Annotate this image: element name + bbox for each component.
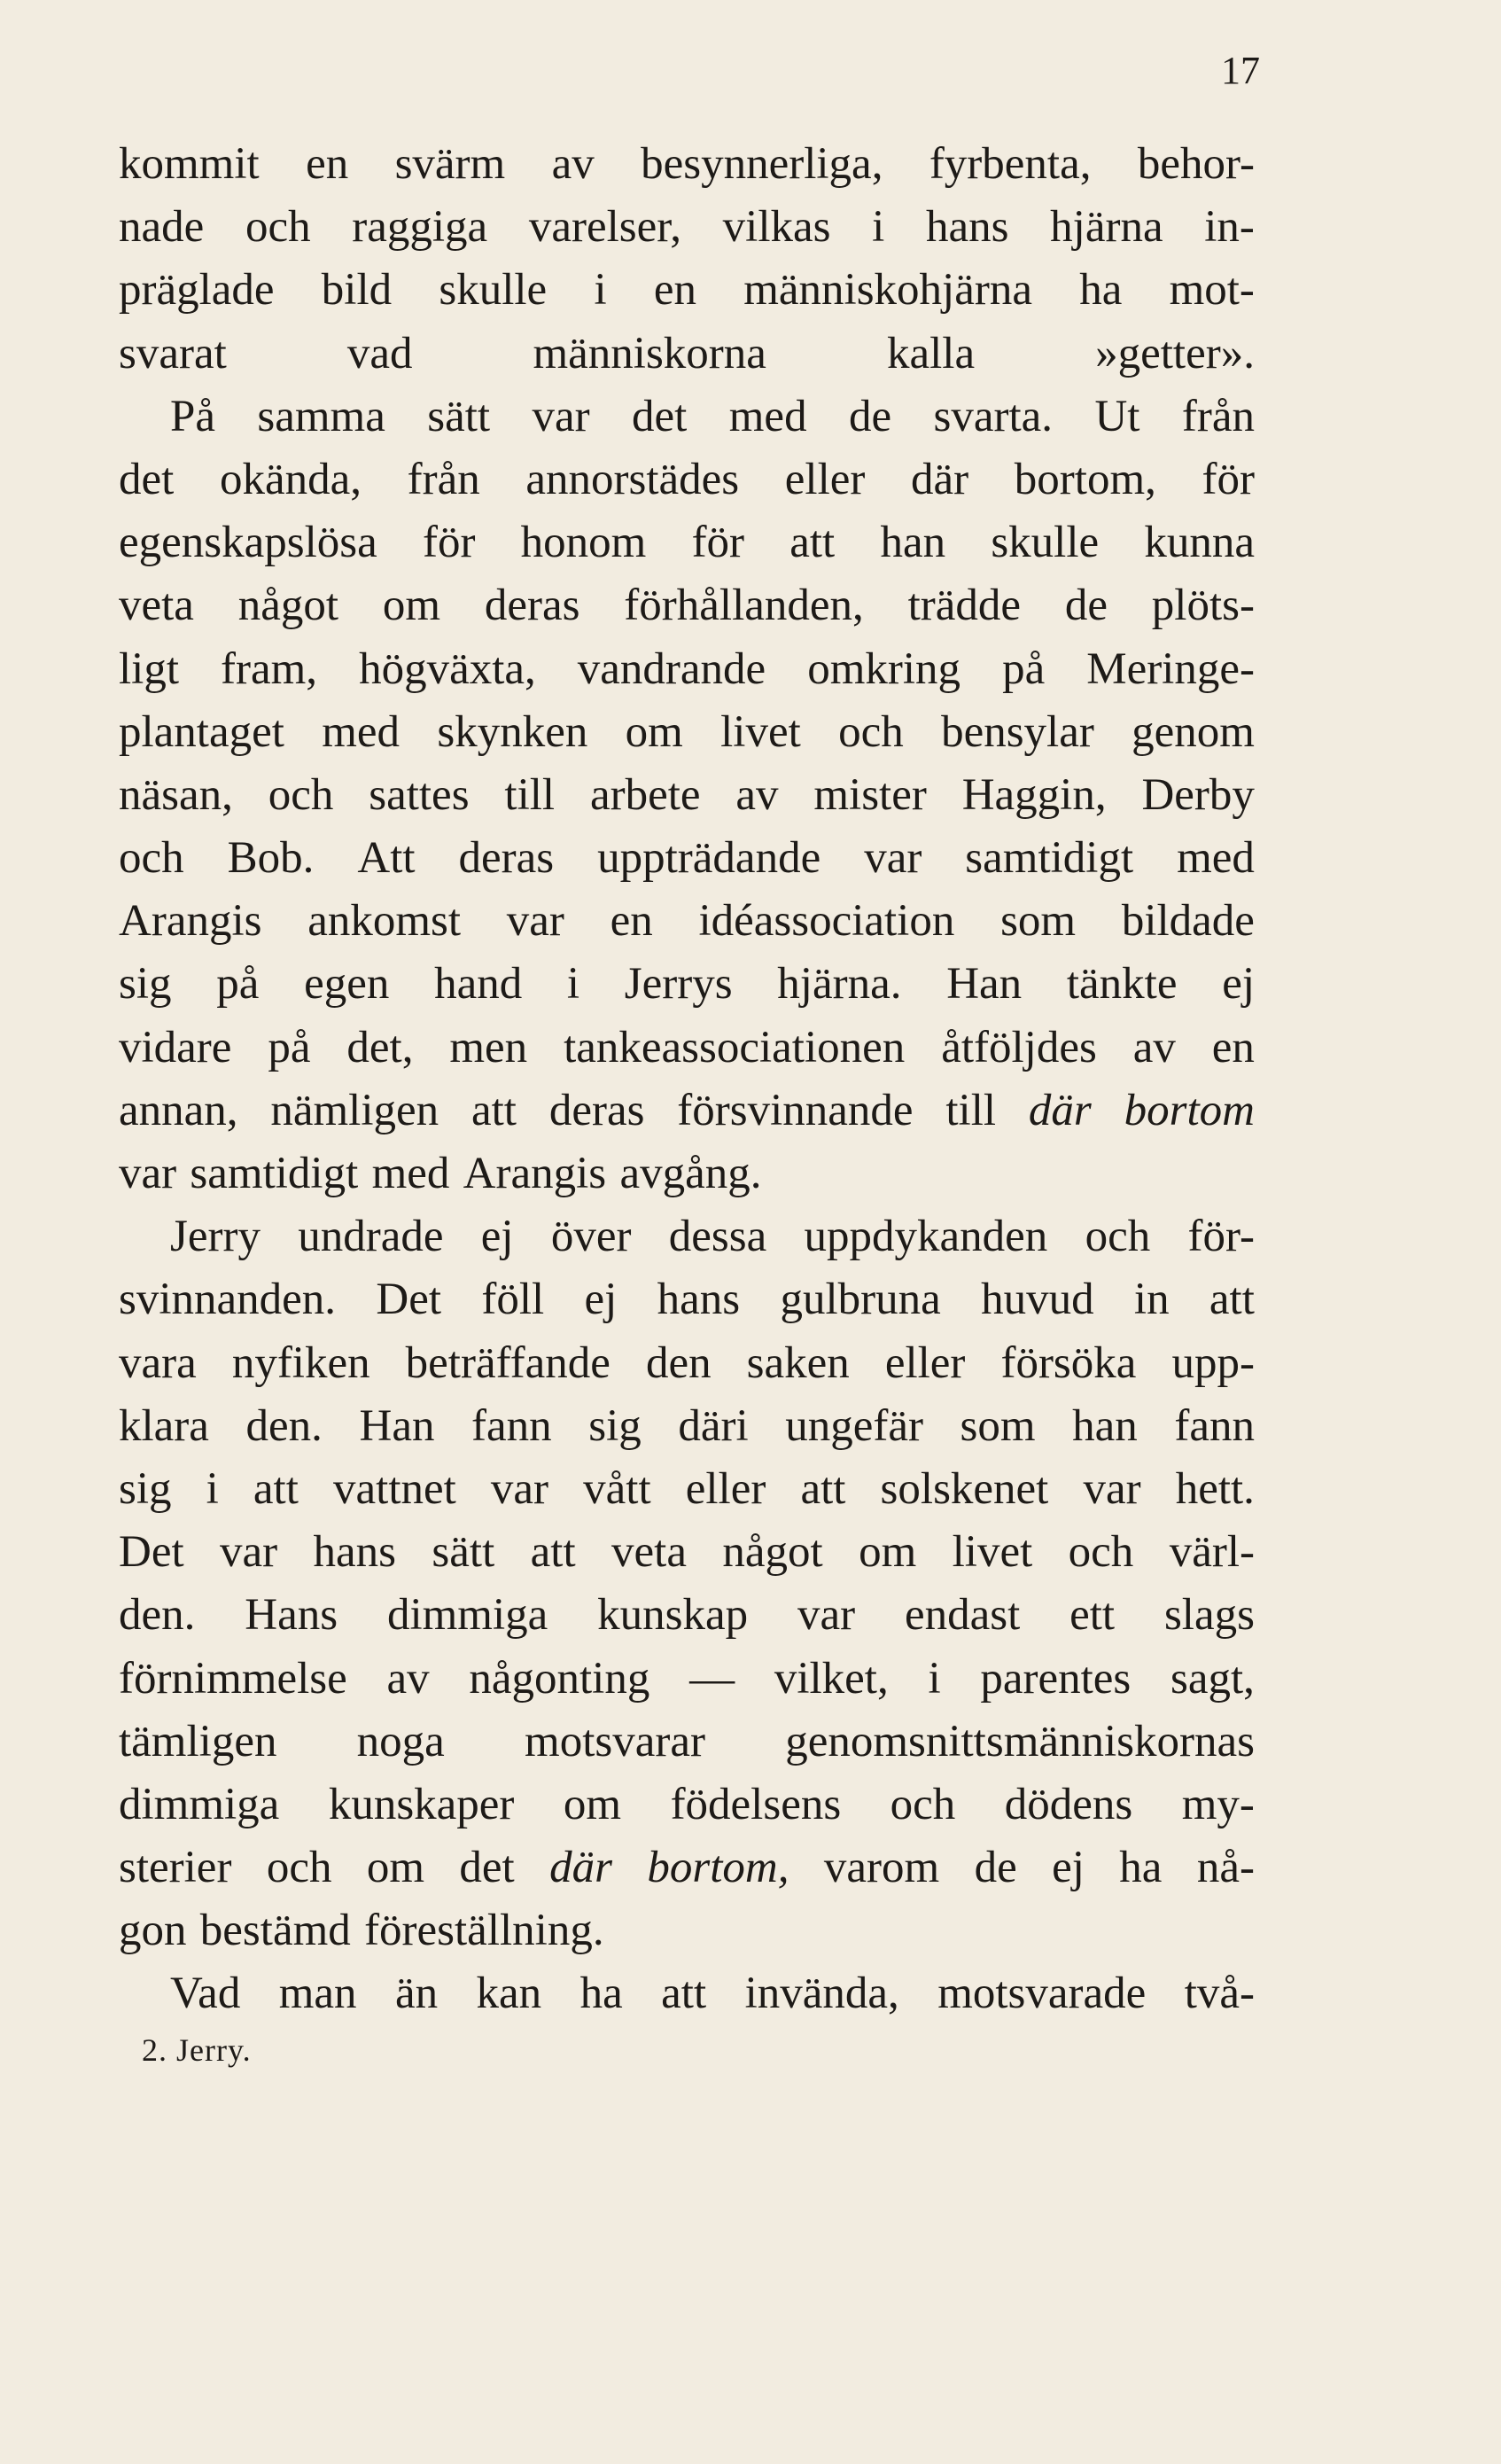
word: människohjärna	[743, 265, 1032, 316]
word: kunskaper	[328, 1779, 515, 1829]
word: var	[490, 1463, 549, 1514]
word: något	[722, 1527, 823, 1578]
word: ej	[1222, 959, 1255, 1010]
word: Derby	[1141, 769, 1255, 820]
word: annorstädes	[525, 454, 740, 504]
word: vandrande	[577, 643, 766, 694]
word: att	[1209, 1275, 1255, 1325]
word: eller	[685, 1463, 766, 1514]
word: Att	[357, 833, 416, 884]
word: varelser,	[528, 202, 681, 253]
word: i	[566, 959, 580, 1010]
text-line	[119, 953, 1255, 1016]
word: Hans	[245, 1590, 338, 1641]
word: sig	[119, 959, 172, 1010]
text-line	[119, 701, 1255, 764]
word: slags	[1163, 1590, 1255, 1641]
word: sätt	[427, 391, 491, 441]
word: det	[119, 454, 175, 504]
word: hjärna.	[777, 959, 902, 1010]
text-line	[119, 1521, 1255, 1584]
body-text	[119, 133, 1255, 2026]
page-number: 17	[1221, 49, 1260, 92]
word: fann	[471, 1400, 552, 1451]
word: och	[1085, 1212, 1151, 1262]
word: var	[532, 391, 590, 441]
word: bestämd	[199, 1906, 351, 1956]
word: på	[216, 959, 260, 1010]
word: förhållanden,	[624, 581, 864, 631]
word: uppträdande	[597, 833, 821, 884]
word: för	[422, 518, 476, 568]
word: åtföljdes	[941, 1022, 1097, 1072]
word: På	[170, 391, 215, 441]
word: att	[800, 1463, 846, 1514]
word: bild	[321, 265, 393, 316]
word: Ut	[1094, 391, 1140, 441]
word: för	[1202, 454, 1255, 504]
word: till	[945, 1085, 997, 1135]
word: ungefär	[785, 1400, 923, 1451]
word: den	[645, 1337, 712, 1388]
word: med	[728, 391, 807, 441]
text-line	[119, 448, 1255, 511]
word: Bob.	[227, 833, 315, 884]
word: han	[880, 518, 946, 568]
word: hans	[926, 202, 1009, 253]
word: vått	[583, 1463, 651, 1514]
text-line	[119, 890, 1255, 953]
word: Det	[376, 1275, 442, 1325]
word: av	[551, 139, 595, 189]
word: sagt,	[1170, 1653, 1255, 1704]
word: än	[394, 1969, 439, 2019]
word: noga	[356, 1716, 445, 1766]
text-line	[119, 1080, 1255, 1142]
word: försvinnande	[677, 1085, 914, 1135]
word: bortom	[1124, 1085, 1255, 1135]
word: hans	[657, 1275, 741, 1325]
word: hjärna	[1050, 202, 1163, 253]
word: motsvarade	[937, 1969, 1147, 2019]
word: uppdykanden	[804, 1212, 1048, 1262]
word: ej	[584, 1275, 618, 1325]
word: värl-	[1169, 1527, 1255, 1578]
text-line	[119, 1711, 1255, 1774]
word: var	[797, 1590, 856, 1641]
word: om	[625, 706, 683, 757]
word: genom	[1132, 706, 1255, 757]
word: svärm	[394, 139, 506, 189]
word: nå-	[1196, 1843, 1255, 1893]
word: någonting	[469, 1653, 650, 1704]
word: var	[220, 1527, 278, 1578]
word: men	[449, 1022, 528, 1072]
word: samtidigt	[190, 1149, 359, 1198]
word: nyfiken	[231, 1337, 370, 1388]
word: ha	[579, 1969, 623, 2019]
word: för-	[1187, 1212, 1255, 1262]
word: nämligen	[270, 1085, 439, 1135]
word: Haggin,	[961, 769, 1107, 820]
word: arbete	[589, 769, 701, 820]
word: sterier	[119, 1843, 232, 1893]
word: veta	[119, 581, 194, 631]
text-line	[119, 1774, 1255, 1836]
word: det,	[346, 1022, 414, 1072]
word: skynken	[437, 706, 588, 757]
word: sattes	[369, 769, 470, 820]
word: solskenet	[880, 1463, 1049, 1514]
word: om	[366, 1843, 425, 1893]
word: plantaget	[119, 706, 284, 757]
word: samma	[257, 391, 385, 441]
word: kunna	[1144, 518, 1255, 568]
word: kan	[476, 1969, 542, 2019]
word: Arangis	[119, 896, 262, 947]
word: om	[859, 1527, 917, 1578]
word: och	[245, 202, 311, 253]
text-line	[119, 1458, 1255, 1521]
word: kunskap	[597, 1590, 749, 1641]
word: fram,	[221, 643, 318, 694]
word: av	[386, 1653, 430, 1704]
word: människorna	[533, 328, 766, 378]
text-line	[119, 1836, 1255, 1899]
word: livet	[720, 706, 801, 757]
word: och	[890, 1779, 956, 1829]
word: vidare	[119, 1022, 232, 1072]
word: var	[506, 896, 564, 947]
word: de	[848, 391, 892, 441]
word: med	[1177, 833, 1255, 884]
word: fyrbenta,	[929, 139, 1092, 189]
text-line	[119, 1332, 1255, 1395]
word: kalla	[886, 328, 976, 378]
word: endast	[904, 1590, 1021, 1641]
word: högväxta,	[359, 643, 536, 694]
word: eller	[784, 454, 866, 504]
word: förnimmelse	[119, 1653, 347, 1704]
text-line	[119, 638, 1255, 701]
text-line	[119, 196, 1255, 259]
word: gon	[119, 1906, 187, 1956]
text-line	[119, 1268, 1255, 1331]
word: ett	[1069, 1590, 1116, 1641]
word: vattnet	[333, 1463, 456, 1514]
word: från	[1181, 391, 1255, 441]
word: vilket,	[774, 1653, 889, 1704]
word: att	[661, 1969, 707, 2019]
word: bildade	[1121, 896, 1255, 947]
word: det	[632, 391, 688, 441]
word: varom	[823, 1843, 940, 1893]
word: raggiga	[352, 202, 488, 253]
word: egen	[304, 959, 390, 1010]
word: med	[371, 1149, 450, 1198]
word: med	[322, 706, 401, 757]
word: från	[407, 454, 480, 504]
word: fann	[1174, 1400, 1255, 1451]
word: mister	[813, 769, 927, 820]
word: i	[594, 265, 607, 316]
word: en	[610, 896, 653, 947]
word: dessa	[668, 1212, 767, 1262]
word: trädde	[907, 581, 1022, 631]
word: ej	[1052, 1843, 1085, 1893]
word: i	[872, 202, 885, 253]
word: över	[550, 1212, 632, 1262]
word: livet	[952, 1527, 1033, 1578]
word: var	[119, 1149, 177, 1198]
word: att	[471, 1085, 517, 1135]
text-line	[119, 133, 1255, 196]
word: var	[864, 833, 922, 884]
word: ankomst	[307, 896, 462, 947]
word: han	[1072, 1400, 1138, 1451]
word: »getter».	[1095, 328, 1255, 378]
word: gulbruna	[780, 1275, 941, 1325]
word: på	[268, 1022, 311, 1072]
word: sätt	[432, 1527, 495, 1578]
word: plöts-	[1151, 581, 1255, 631]
word: ha	[1079, 265, 1123, 316]
word: något	[237, 581, 339, 631]
word: var	[1083, 1463, 1141, 1514]
word: hans	[313, 1527, 397, 1578]
word: Jerrys	[624, 959, 733, 1010]
word: huvud	[981, 1275, 1094, 1325]
word: den.	[245, 1400, 323, 1451]
word: nade	[119, 202, 205, 253]
word: två-	[1184, 1969, 1255, 2019]
word: i	[206, 1463, 219, 1514]
word: deras	[484, 581, 580, 631]
word: svinnanden.	[119, 1275, 337, 1325]
word: annan,	[119, 1085, 238, 1135]
word: för	[691, 518, 745, 568]
word: motsvarar	[525, 1716, 705, 1766]
word: upp-	[1171, 1337, 1255, 1388]
text-line	[119, 827, 1255, 890]
word: sig	[588, 1400, 642, 1451]
word: —	[689, 1653, 735, 1704]
word: svarat	[119, 328, 227, 378]
word: i	[928, 1653, 941, 1704]
text-line	[119, 1395, 1255, 1458]
text-line	[119, 386, 1255, 448]
word: parentes	[980, 1653, 1132, 1704]
word: besynnerliga,	[641, 139, 883, 189]
word: saken	[746, 1337, 850, 1388]
word: egenskapslösa	[119, 518, 377, 568]
word: Det	[119, 1527, 184, 1578]
word: och	[119, 833, 184, 884]
word: Han	[946, 959, 1023, 1010]
word: Arangis	[463, 1149, 607, 1198]
word: deras	[458, 833, 555, 884]
word: omkring	[807, 643, 961, 694]
word: föll	[481, 1275, 545, 1325]
word: samtidigt	[965, 833, 1134, 884]
word: en	[653, 265, 696, 316]
text-line	[119, 764, 1255, 827]
word: vara	[119, 1337, 197, 1388]
word: Jerry	[170, 1212, 261, 1262]
word: att	[530, 1527, 576, 1578]
word: som	[1000, 896, 1077, 947]
word: in	[1133, 1275, 1170, 1325]
word: vilkas	[722, 202, 831, 253]
word: som	[960, 1400, 1036, 1451]
text-line	[119, 1142, 1255, 1205]
word: kommit	[119, 139, 260, 189]
word: ej	[480, 1212, 514, 1262]
word: tankeassociationen	[564, 1022, 906, 1072]
word: hett.	[1175, 1463, 1255, 1514]
word: en	[306, 139, 349, 189]
word: den.	[119, 1590, 196, 1641]
word: om	[382, 581, 441, 631]
word: försöka	[1000, 1337, 1137, 1388]
word: Meringe-	[1086, 643, 1255, 694]
word: vad	[346, 328, 413, 378]
word: de	[974, 1843, 1017, 1893]
word: tämligen	[119, 1716, 277, 1766]
text-line	[119, 1017, 1255, 1080]
word: där	[911, 454, 969, 504]
word: de	[1064, 581, 1108, 631]
text-line	[119, 1899, 1255, 1962]
signature-mark: 2. Jerry.	[142, 2032, 252, 2068]
word: Vad	[170, 1969, 241, 2019]
word: till	[504, 769, 556, 820]
text-line	[119, 259, 1255, 322]
word: okända,	[219, 454, 362, 504]
word: dimmiga	[386, 1590, 548, 1641]
word: föreställning.	[364, 1906, 604, 1956]
text-line	[119, 1584, 1255, 1647]
text-line	[119, 511, 1255, 574]
word: ha	[1119, 1843, 1163, 1893]
text-line	[119, 1205, 1255, 1268]
word: präglade	[119, 265, 275, 316]
text-line	[119, 1962, 1255, 2025]
text-line	[119, 323, 1255, 386]
word: det	[459, 1843, 515, 1893]
word: bortom,	[647, 1843, 789, 1893]
word: och	[268, 769, 334, 820]
word: eller	[884, 1337, 966, 1388]
word: Han	[359, 1400, 435, 1451]
word: och	[266, 1843, 332, 1893]
word: hand	[434, 959, 523, 1010]
word: skulle	[439, 265, 548, 316]
word: där	[1028, 1085, 1092, 1135]
word: och	[1068, 1527, 1134, 1578]
word: dimmiga	[119, 1779, 280, 1829]
word: man	[278, 1969, 357, 2019]
word: bensylar	[941, 706, 1094, 757]
word: svarta.	[933, 391, 1054, 441]
word: och	[838, 706, 904, 757]
word: honom	[520, 518, 647, 568]
word: av	[735, 769, 779, 820]
word: tänkte	[1066, 959, 1178, 1010]
word: om	[563, 1779, 622, 1829]
word: deras	[548, 1085, 645, 1135]
word: av	[1132, 1022, 1176, 1072]
word: ligt	[119, 643, 180, 694]
word: invända,	[744, 1969, 899, 2019]
word: klara	[119, 1400, 209, 1451]
text-line	[119, 1648, 1255, 1711]
word: att	[253, 1463, 299, 1514]
word: dödens	[1004, 1779, 1133, 1829]
word: på	[1002, 643, 1046, 694]
word: skulle	[991, 518, 1100, 568]
word: behor-	[1137, 139, 1255, 189]
word: avgång.	[619, 1149, 762, 1198]
word: bortom,	[1014, 454, 1156, 504]
word: födelsens	[670, 1779, 842, 1829]
word: undrade	[298, 1212, 444, 1262]
word: veta	[611, 1527, 687, 1578]
word: där	[549, 1843, 612, 1893]
word: sig	[119, 1463, 172, 1514]
word: idéassociation	[698, 896, 955, 947]
word: en	[1211, 1022, 1255, 1072]
word: my-	[1181, 1779, 1255, 1829]
word: att	[789, 518, 836, 568]
word: genomsnittsmänniskornas	[785, 1716, 1255, 1766]
text-line	[119, 574, 1255, 637]
word: beträffande	[405, 1337, 611, 1388]
word: näsan,	[119, 769, 233, 820]
word: mot-	[1169, 265, 1255, 316]
word: däri	[678, 1400, 749, 1451]
word: in-	[1204, 202, 1255, 253]
